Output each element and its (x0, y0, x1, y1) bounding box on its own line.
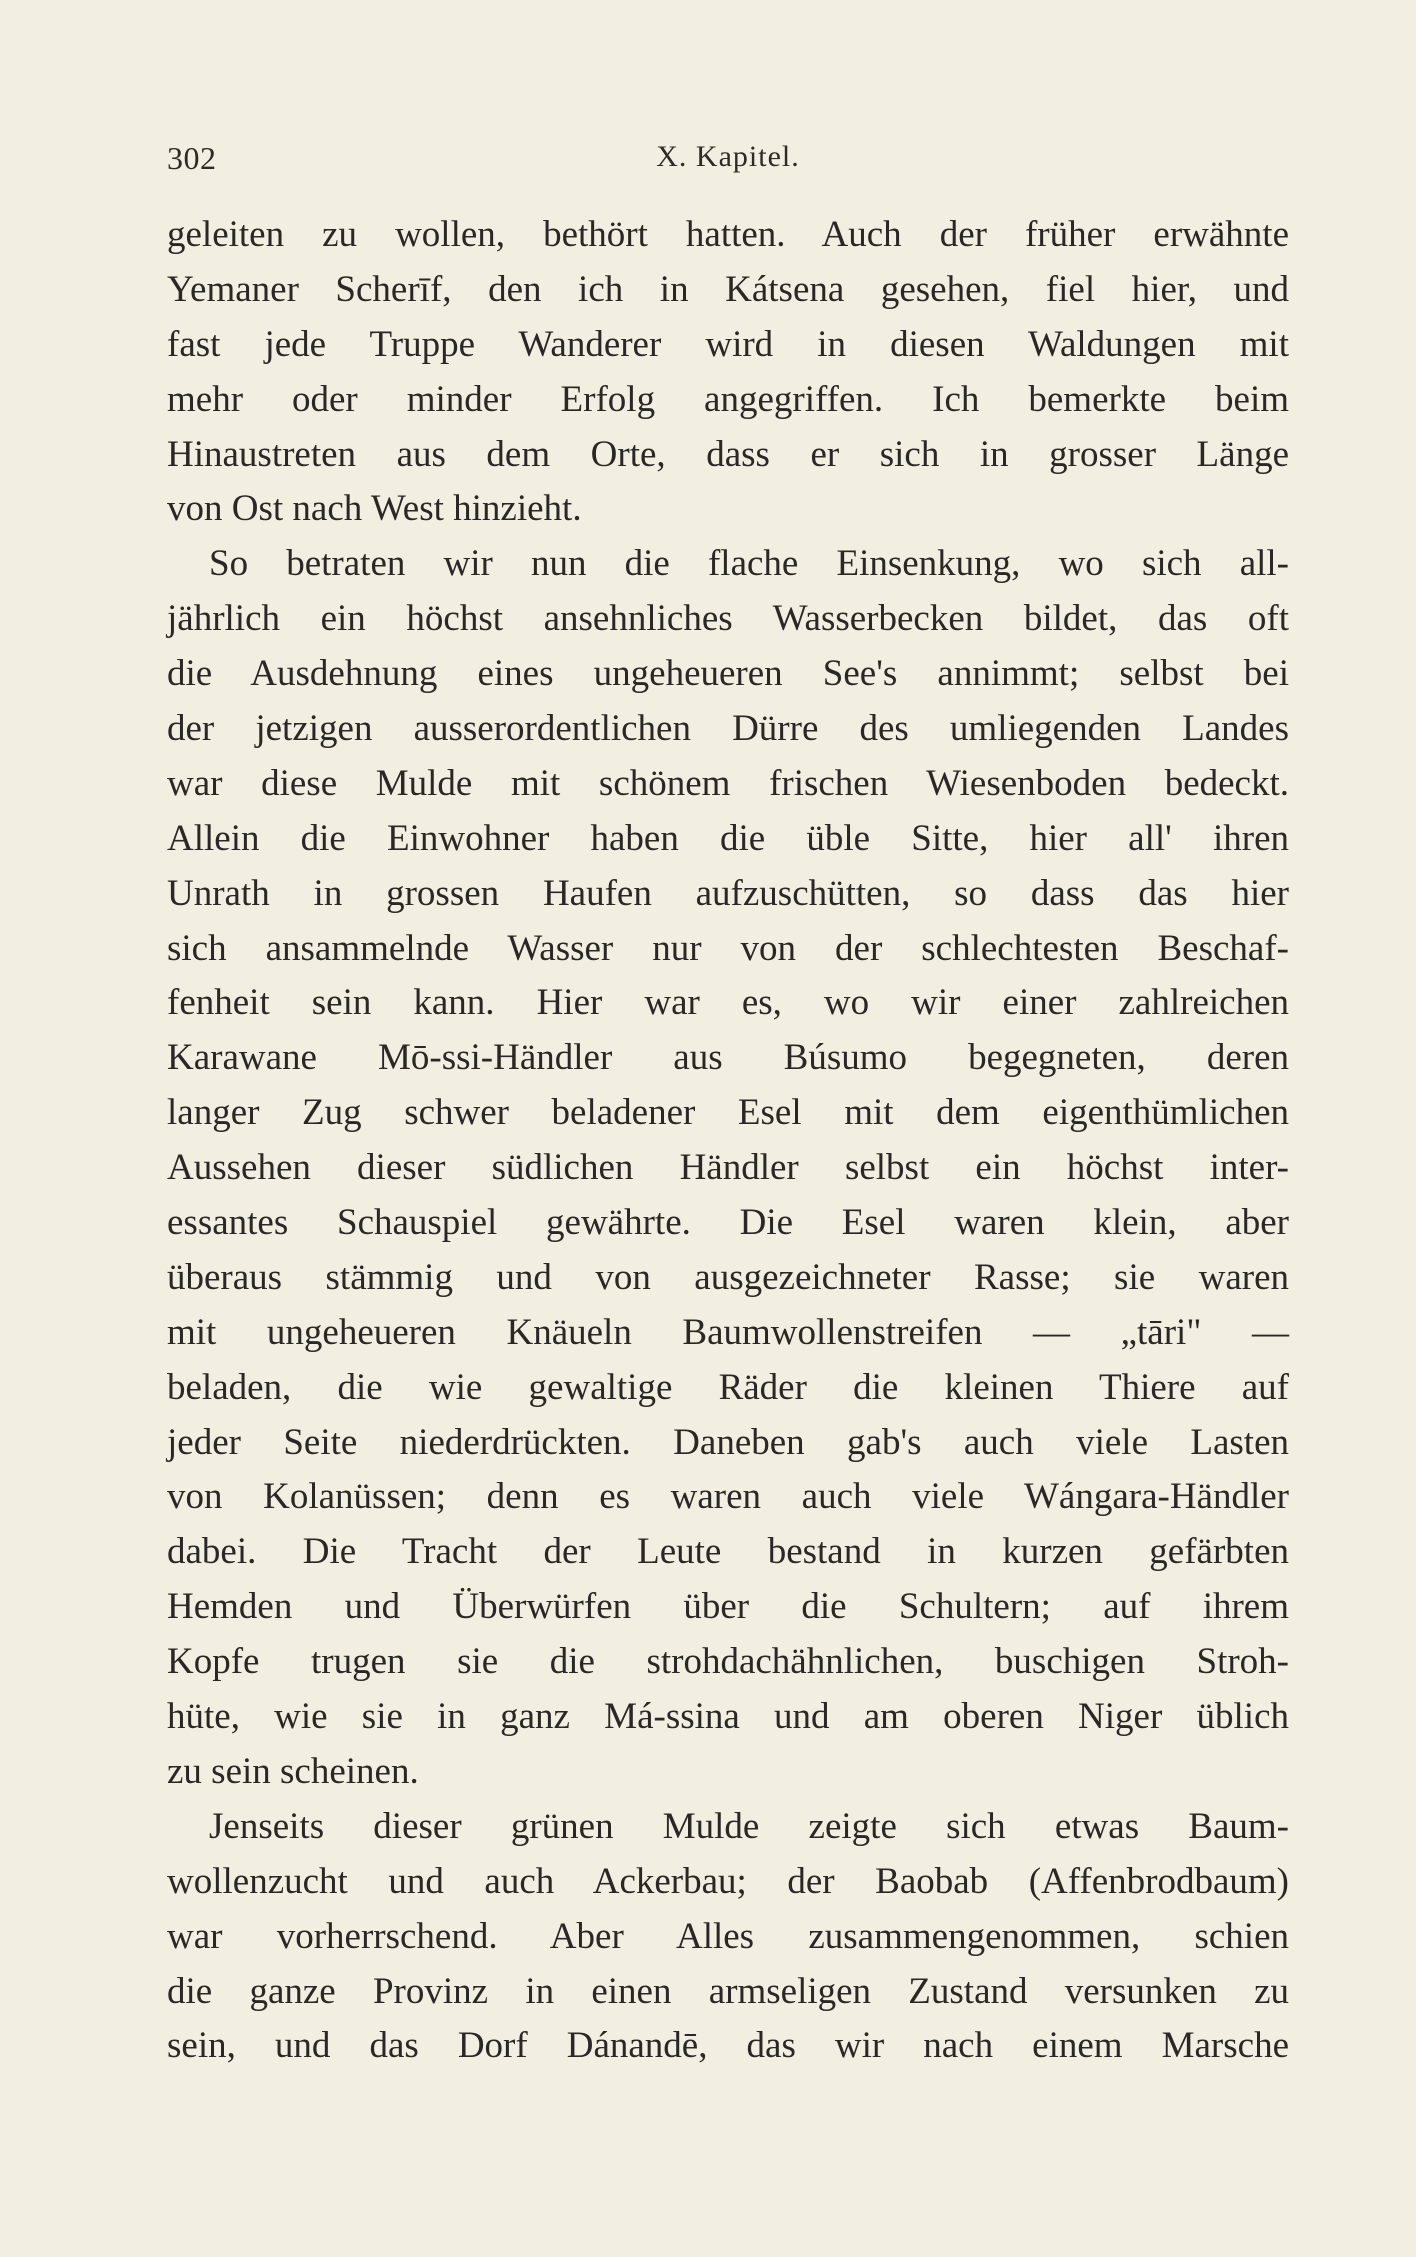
body-text (167, 208, 1289, 2074)
text-line: essantes Schauspiel gewährte. Die Esel waren klein, aber (167, 1202, 1289, 1244)
text-line: fast jede Truppe Wanderer wird in diesen Waldungen mit (167, 323, 1289, 365)
text-line: Unrath in grossen Haufen aufzuschütten, so dass das hier (167, 872, 1289, 914)
text-line: von Kolanüssen; denn es waren auch viele Wángara-Händler (167, 1476, 1289, 1518)
text-line: die Ausdehnung eines ungeheueren See's annimmt; selbst bei (167, 653, 1289, 695)
text-line: war diese Mulde mit schönem frischen Wiesenboden bedeckt. (167, 762, 1289, 804)
text-line: mehr oder minder Erfolg angegriffen. Ich bemerkte beim (167, 378, 1289, 420)
text-line: Yemaner Scherīf, den ich in Kátsena gesehen, fiel hier, und (167, 268, 1289, 310)
text-line: Hemden und Überwürfen über die Schultern; auf ihrem (167, 1586, 1289, 1628)
paragraph-start-line: Jenseits dieser grünen Mulde zeigte sich etwas Baum- (209, 1805, 1289, 1847)
text-line: wollenzucht und auch Ackerbau; der Baobab (Affenbrodbaum) (167, 1860, 1289, 1902)
text-line: geleiten zu wollen, bethört hatten. Auch der früher erwähnte (167, 214, 1289, 255)
text-line: mit ungeheueren Knäueln Baumwollenstreifen — „tāri" — (167, 1311, 1289, 1353)
text-line: jeder Seite niederdrückten. Daneben gab's auch viele Lasten (167, 1421, 1289, 1463)
text-line: der jetzigen ausserordentlichen Dürre des umliegenden Landes (167, 708, 1289, 750)
text-line: Allein die Einwohner haben die üble Sitte, hier all' ihren (167, 817, 1289, 859)
text-line: überaus stämmig und von ausgezeichneter Rasse; sie waren (167, 1256, 1289, 1298)
text-line: hüte, wie sie in ganz Má-ssina und am oberen Niger üblich (167, 1696, 1289, 1738)
text-line: dabei. Die Tracht der Leute bestand in kurzen gefärbten (167, 1531, 1289, 1573)
text-line: sein, und das Dorf Dánandē, das wir nach einem Marsche (167, 2025, 1289, 2067)
text-line: Karawane Mō-ssi-Händler aus Búsumo begegneten, deren (167, 1037, 1289, 1079)
text-line: Aussehen dieser südlichen Händler selbst ein höchst inter- (167, 1147, 1289, 1189)
text-line: jährlich ein höchst ansehnliches Wasserbecken bildet, das oft (167, 598, 1289, 640)
paragraph-start-line: So betraten wir nun die flache Einsenkung, wo sich all- (209, 543, 1289, 585)
page-number: 302 (167, 140, 217, 176)
page-header (167, 140, 1289, 180)
text-line: zu sein scheinen. (167, 1750, 419, 1792)
running-head: X. Kapitel. (656, 140, 800, 173)
text-line: von Ost nach West hinzieht. (167, 488, 582, 530)
text-line: war vorherrschend. Aber Alles zusammengenommen, schien (167, 1915, 1289, 1957)
text-line: beladen, die wie gewaltige Räder die kleinen Thiere auf (167, 1366, 1289, 1408)
text-line: Kopfe trugen sie die strohdachähnlichen, buschigen Stroh- (167, 1641, 1289, 1683)
text-line: Hinaustreten aus dem Orte, dass er sich in grosser Länge (167, 433, 1289, 475)
text-line: fenheit sein kann. Hier war es, wo wir einer zahlreichen (167, 982, 1289, 1024)
text-line: die ganze Provinz in einen armseligen Zustand versunken zu (167, 1970, 1289, 2012)
text-line: langer Zug schwer beladener Esel mit dem eigenthümlichen (167, 1092, 1289, 1134)
text-line: sich ansammelnde Wasser nur von der schlechtesten Beschaf- (167, 927, 1289, 969)
